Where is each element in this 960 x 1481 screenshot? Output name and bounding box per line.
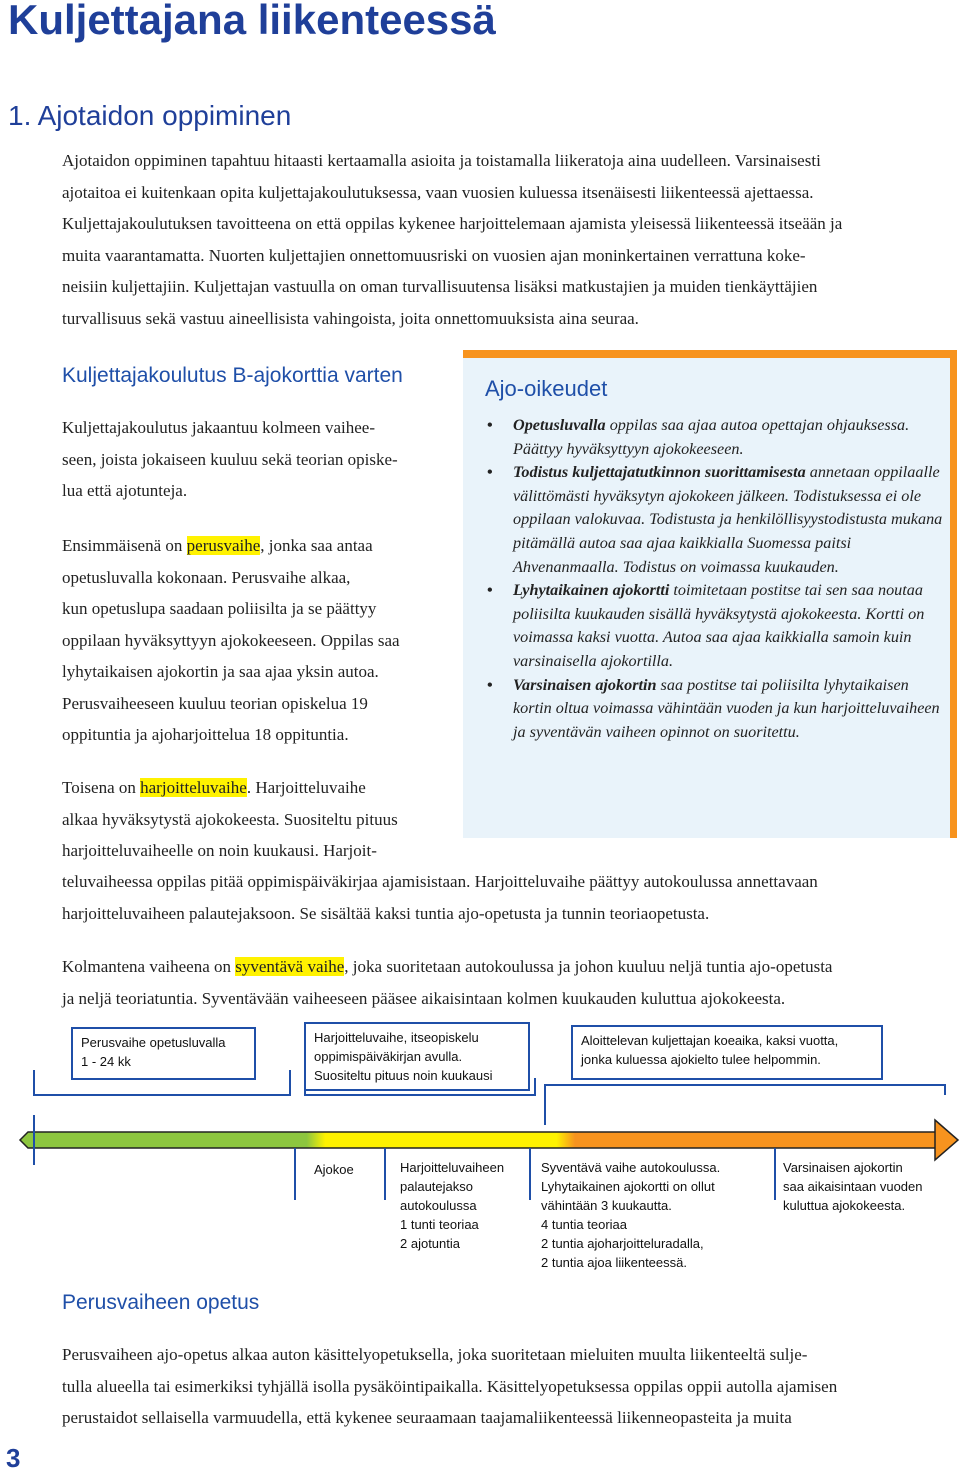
text-line (62, 772, 457, 804)
item-bold: Opetusluvalla (513, 416, 606, 434)
text-line: oppilaan hyväksyttyyn ajokokeeseen. Oppilas saa (62, 630, 400, 650)
full-paragraph-3 (62, 866, 957, 929)
page-title: Kuljettajana liikenteessä (8, 0, 496, 43)
text-line: Ajokoe (314, 1162, 354, 1177)
item-bold: Varsinaisen ajokortin (513, 675, 657, 694)
text-line: lyhytaikaisen ajokortin ja saa ajaa yksin autoa. (62, 662, 379, 681)
text-line: 4 tuntia teoriaa (541, 1217, 628, 1232)
text-line (62, 530, 457, 562)
text-line: teluvaiheessa oppilas pitää oppimispäiväkirjaa ajamisistaan. Harjoitteluvaihe päättyy autokoulussa annettavaan (62, 872, 818, 891)
text-line: 2 tuntia ajoa liikenteessä. (541, 1255, 687, 1270)
text-line: harjoitteluvaiheen palautejaksoon. Se sisältää kaksi tuntia ajo-opetusta ja tunnin teoriaopetusta. (62, 903, 710, 923)
text-line: tulla alueella tai esimerkiksi tyhjällä isolla pysäköintipaikalla. Käsittelyopetuksessa oppilas oppii autolla ajamisen (62, 1376, 838, 1396)
text-line: seen, joista jokaiseen kuuluu sekä teorian opiske- (62, 449, 398, 469)
text-line: Harjoitteluvaihe, itseopiskelu (314, 1030, 479, 1045)
text-line: 1 tunti teoriaa (400, 1217, 479, 1232)
item-text: annetaan oppilaalle välittömästi hyväksytyn ajokokeen jälkeen. Todistuksessa ei ole oppilaan valokuvaa. Todistusta ja henkilöllisyystodistusta mukana pitämällä autoa saa ajaa kaikkialla Suomessa paitsi Ahvenanmaalla. Todistus on voimassa kuukauden. (513, 463, 943, 576)
paragraph-4 (62, 951, 957, 1014)
text-line: kuluttua ajokokeesta. (783, 1198, 906, 1213)
list-item (483, 461, 943, 579)
text-line: Harjoitteluvaiheen (400, 1160, 505, 1175)
left-paragraph-3 (62, 772, 457, 867)
text-run: Ensimmäisenä on (62, 536, 187, 555)
box-list (483, 414, 943, 744)
text-line: neisiin kuljettajiin. Kuljettajan vastuulla on oman turvallisuutensa lisäksi matkustajien ja muiden tienkäyttäjien (62, 277, 818, 296)
text-line: Aloittelevan kuljettajan koeaika, kaksi vuotta, (581, 1033, 839, 1048)
left-paragraph-2 (62, 530, 457, 751)
text-line: Syventävä vaihe autokoulussa. (541, 1160, 721, 1175)
timeline-label-varsinainen (783, 1158, 923, 1215)
timeline-box-harjoitteluvaihe (304, 1022, 530, 1091)
text-line: Kuljettajakoulutuksen tavoitteena on että oppilas kykenee harjoittelemaan ajamista yleisessä liikenteessä itseään ja (62, 214, 843, 233)
text-line: harjoitteluvaiheelle on noin kuukausi. Harjoit- (62, 841, 377, 860)
text-line: Perusvaiheen ajo-opetus alkaa auton käsittelyopetuksella, joka suoritetaan mieluiten muulta liikenteeltä sulje- (62, 1345, 808, 1364)
intro-paragraph (62, 145, 957, 334)
subheading-perusvaiheen-opetus: Perusvaiheen opetus (62, 1291, 260, 1314)
text-line (62, 951, 957, 983)
box-title: Ajo-oikeudet (485, 376, 608, 401)
timeline-box-perusvaihe (71, 1027, 256, 1080)
timeline-arrowhead (935, 1120, 958, 1160)
timeline-label-syventava (541, 1158, 720, 1272)
text-line: Perusvaihe opetusluvalla (81, 1035, 226, 1050)
item-text: oppilas saa ajaa autoa opettajan ohjauksessa. Päättyy hyväksyttyyn ajokokeeseen. (513, 416, 910, 458)
highlight-harjoitteluvaihe: harjoitteluvaihe (140, 778, 247, 797)
item-bold: Todistus kuljettajatutkinnon suorittamisesta (513, 463, 806, 482)
box-right-border (950, 350, 957, 838)
text-line: lua että ajotunteja. (62, 481, 188, 500)
highlight-syventava-vaihe: syventävä vaihe (235, 957, 345, 976)
text-line: 2 ajotuntia (400, 1236, 460, 1251)
text-line: Kuljettajakoulutus jakaantuu kolmeen vaihee- (62, 418, 375, 437)
timeline-box-koeaika (571, 1025, 883, 1080)
text-line: Ajotaidon oppiminen tapahtuu hitaasti kertaamalla asioita ja toistamalla liikeratoja aina uudelleen. Varsinaisesti (62, 151, 821, 170)
text-line: saa aikaisintaan vuoden (783, 1179, 923, 1194)
list-item (483, 579, 943, 673)
page-number: 3 (6, 1443, 21, 1473)
text-line: palautejakso (400, 1179, 473, 1194)
text-run: , jonka saa antaa (260, 536, 373, 555)
text-line: Suositeltu pituus noin kuukausi (314, 1068, 493, 1083)
text-line: turvallisuus sekä vastuu aineellisista vahingoista, joita onnettomuuksista aina seuraa. (62, 308, 639, 328)
text-run: . Harjoitteluvaihe (246, 778, 366, 797)
text-line: 2 tuntia ajoharjoitteluradalla, (541, 1236, 704, 1251)
text-run: , joka suoritetaan autokoulussa ja johon kuuluu neljä tuntia ajo-opetusta (344, 957, 833, 976)
box-top-border (463, 350, 957, 358)
text-line: alkaa hyväksytystä ajokokeesta. Suositeltu pituus (62, 809, 398, 829)
text-line: vähintään 3 kuukautta. (541, 1198, 672, 1213)
text-line: perustaidot sellaisella varmuudella, että kykenee seuraamaan taajamaliikenteessä liikenneopasteita ja muita (62, 1408, 792, 1427)
item-bold: Lyhytaikainen ajokortti (513, 581, 670, 600)
list-item (483, 414, 943, 461)
text-line: oppituntia ja ajoharjoittelua 18 oppituntia. (62, 725, 349, 744)
text-line: Varsinaisen ajokortin (783, 1160, 903, 1175)
section-heading: 1. Ajotaidon oppiminen (8, 100, 292, 131)
list-item (483, 674, 943, 745)
subheading-koulutus: Kuljettajakoulutus B-ajokorttia varten (62, 364, 403, 387)
text-line: opetusluvalla kokonaan. Perusvaihe alkaa, (62, 567, 351, 587)
text-run: Kolmantena vaiheena on (62, 957, 236, 976)
last-paragraph (62, 1339, 957, 1434)
text-line: ajotaitoa ei kuitenkaan opita kuljettajakoulutuksessa, vaan vuosien kuluessa itsenäisesti liikenteessä ajettaessa. (62, 182, 814, 202)
text-line: 1 - 24 kk (81, 1054, 131, 1069)
timeline-label-ajokoe (314, 1160, 354, 1179)
timeline-label-palautejakso (400, 1158, 504, 1253)
text-run: Toisena on (62, 778, 141, 797)
text-line: Lyhytaikainen ajokortti on ollut (541, 1179, 715, 1194)
text-line: muita vaarantamatta. Nuorten kuljettajien onnettomuusriski on vuosien ajan moninkertainen verrattuna koke- (62, 245, 806, 265)
highlight-perusvaihe: perusvaihe (186, 536, 261, 555)
left-paragraph-1 (62, 412, 457, 507)
ajo-oikeudet-box (463, 350, 957, 838)
text-line: autokoulussa (400, 1198, 477, 1213)
text-line: jonka kuluessa ajokielto tulee helpommin. (581, 1052, 821, 1067)
text-line: kun opetuslupa saadaan poliisilta ja se päättyy (62, 599, 377, 618)
item-text: saa postitse tai poliisilta lyhytaikaisen kortin oltua voimassa vähintään vuoden ja kun harjoitteluvaiheen ja syventävän vaiheen opinnot on suoritettu. (513, 675, 940, 741)
text-line: oppimispäiväkirjan avulla. (314, 1049, 463, 1064)
text-line: ja neljä teoriatuntia. Syventävään vaiheeseen pääsee aikaisintaan kolmen kuukauden kuluttua ajokokeesta. (62, 988, 786, 1008)
bracket-koeaika (545, 1085, 945, 1095)
timeline-bar (20, 1132, 945, 1148)
item-text: toimitetaan postitse tai sen saa noutaa poliisilta kuukauden sisällä hyväksytystä ajokokeesta. Kortti on voimassa kaksi vuotta. Autoa saa ajaa kaikkialla samoin kuin varsinaisella ajokortilla. (513, 581, 925, 670)
text-line: Perusvaiheeseen kuuluu teorian opiskelua 19 (62, 693, 368, 713)
